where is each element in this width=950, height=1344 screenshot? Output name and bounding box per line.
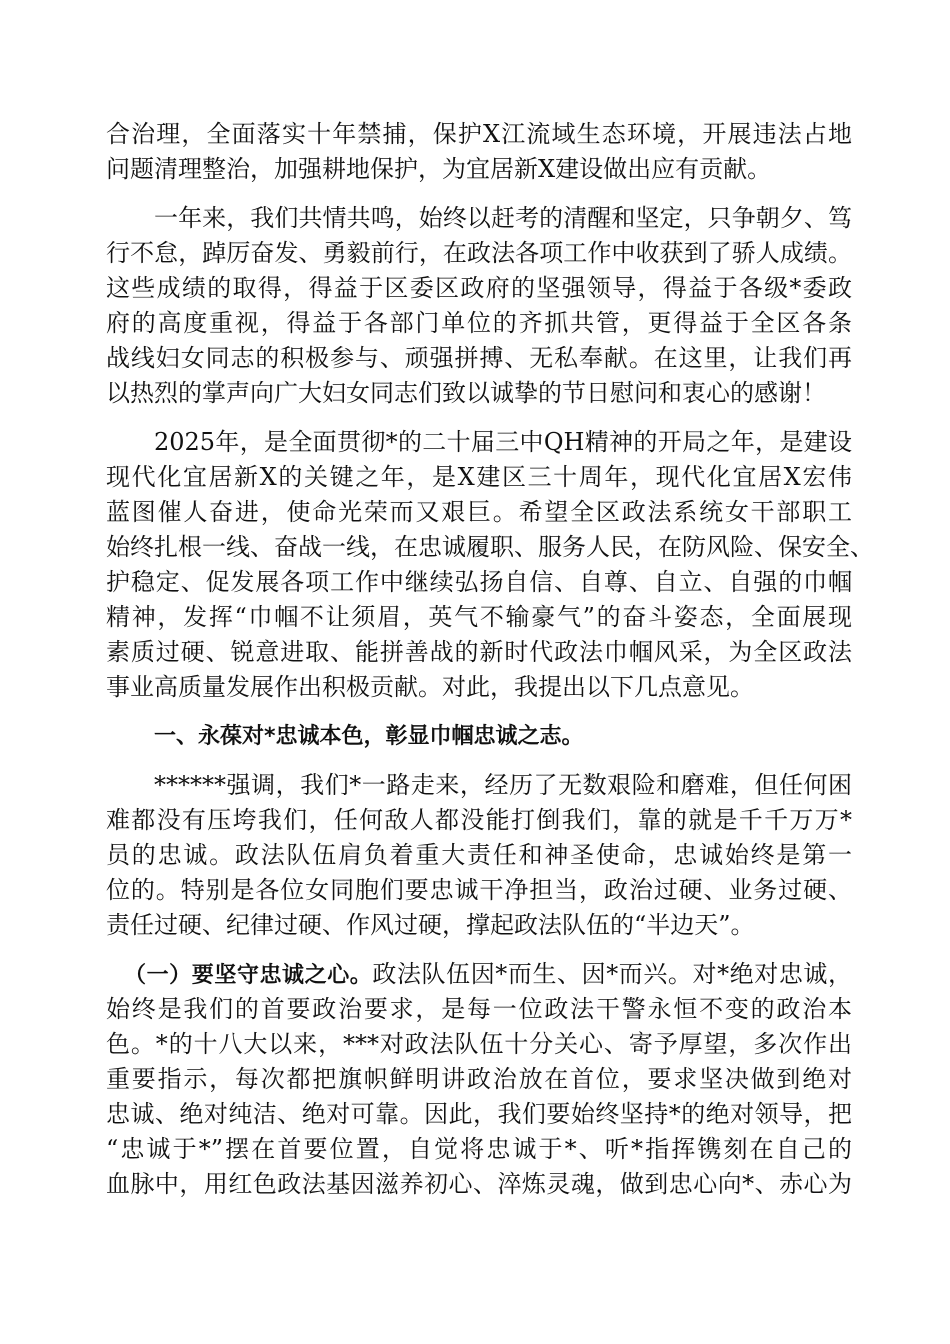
text-line: 一年来，我们共情共鸣，始终以赶考的清醒和坚定，只争朝夕、笃 <box>154 204 852 232</box>
text-line: 精神，发挥“巾帼不让须眉，英气不输豪气”的奋斗姿态，全面展现 <box>106 603 852 631</box>
text-line: 行不怠，踔厉奋发、勇毅前行，在政法各项工作中收获到了骄人成绩。 <box>106 239 852 267</box>
text-line: 这些成绩的取得，得益于区委区政府的坚强领导，得益于各级*委政 <box>106 274 852 302</box>
text-line: 色。*的十八大以来，***对政法队伍十分关心、寄予厚望，多次作出 <box>106 1030 852 1058</box>
text-line: 府的高度重视，得益于各部门单位的齐抓共管，更得益于全区各条 <box>106 309 852 337</box>
text-line: 员的忠诚。政法队伍肩负着重大责任和神圣使命，忠诚始终是第一 <box>106 841 852 869</box>
paragraph-3 <box>106 425 874 705</box>
text-line: 问题清理整治，加强耕地保护，为宜居新X建设做出应有贡献。 <box>106 155 772 183</box>
text-line: ******强调，我们*一路走来，经历了无数艰险和磨难，但任何困 <box>154 771 852 799</box>
text-line: 始终扎根一线、奋战一线，在忠诚履职、服务人民，在防风险、保安全、 <box>106 533 874 561</box>
text-line: 忠诚、绝对纯洁、绝对可靠。因此，我们要始终坚持*的绝对领导，把 <box>106 1100 852 1128</box>
text-line: 2025年，是全面贯彻*的二十届三中QH精神的开局之年，是建设 <box>154 428 852 456</box>
text-run: 政法队伍因*而生、因*而兴。对*绝对忠诚， <box>372 960 852 988</box>
text-line: 护稳定、促发展各项工作中继续弘扬自信、自尊、自立、自强的巾帼 <box>106 568 852 596</box>
subheading-lead: （一）要坚守忠诚之心。 <box>124 963 373 988</box>
text-line: “忠诚于*”摆在首要位置，自觉将忠诚于*、听*指挥镌刻在自己的 <box>106 1135 852 1163</box>
text-line: 现代化宜居新X的关键之年，是X建区三十周年，现代化宜居X宏伟 <box>106 463 852 491</box>
document-page <box>106 117 874 1216</box>
text-line: 难都没有压垮我们，任何敌人都没能打倒我们，靠的就是千千万万* <box>106 806 852 834</box>
text-line: 蓝图催人奋进，使命光荣而又艰巨。希望全区政法系统女干部职工 <box>106 498 852 526</box>
paragraph-4 <box>106 768 852 943</box>
text-line: 始终是我们的首要政治要求，是每一位政法干警永恒不变的政治本 <box>106 995 852 1023</box>
text-line: 责任过硬、纪律过硬、作风过硬，撑起政法队伍的“半边天”。 <box>106 911 755 939</box>
text-line-first <box>106 957 852 992</box>
text-line: 合治理，全面落实十年禁捕，保护X江流域生态环境，开展违法占地 <box>106 120 852 148</box>
section-heading: 一、永葆对*忠诚本色，彰显巾帼忠诚之志。 <box>154 724 584 749</box>
paragraph-1 <box>106 117 852 187</box>
text-line: 以热烈的掌声向广大妇女同志们致以诚挚的节日慰问和衷心的感谢！ <box>106 379 826 407</box>
paragraph-2 <box>106 201 852 411</box>
text-line: 战线妇女同志的积极参与、顽强拼搏、无私奉献。在这里，让我们再 <box>106 344 852 372</box>
text-line: 素质过硬、锐意进取、能拼善战的新时代政法巾帼风采，为全区政法 <box>106 638 852 666</box>
text-line: 重要指示，每次都把旗帜鲜明讲政治放在首位，要求坚决做到绝对 <box>106 1065 852 1093</box>
text-line: 事业高质量发展作出积极贡献。对此，我提出以下几点意见。 <box>106 673 754 701</box>
paragraph-5 <box>106 957 852 1202</box>
text-line: 位的。特别是各位女同胞们要忠诚干净担当，政治过硬、业务过硬、 <box>106 876 852 904</box>
text-line: 血脉中，用红色政法基因滋养初心、淬炼灵魂，做到忠心向*、赤心为 <box>106 1170 852 1198</box>
